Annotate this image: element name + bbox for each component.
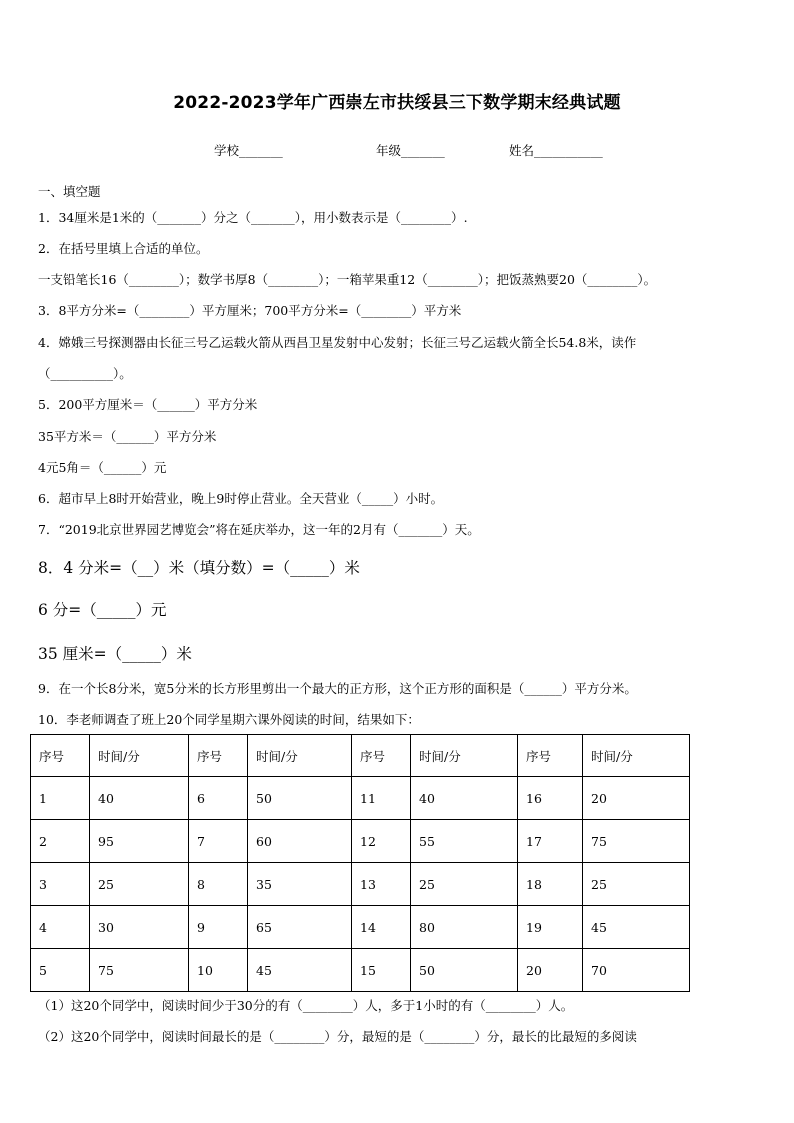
table-cell: 13	[352, 863, 411, 906]
table-header-cell: 时间/分	[583, 735, 690, 777]
table-cell: 70	[583, 949, 690, 992]
table-cell: 25	[411, 863, 518, 906]
grade-field[interactable]: 年级_______	[376, 143, 445, 158]
table-header-cell: 序号	[189, 735, 248, 777]
question-4: 4．嫦娥三号探测器由长征三号乙运载火箭从西昌卫星发射中心发射；长征三号乙运载火箭全长54.8米，读作	[38, 335, 637, 350]
table-cell: 25	[90, 863, 189, 906]
table-cell: 80	[411, 906, 518, 949]
question-5c: 4元5角＝（______）元	[38, 460, 167, 475]
table-header-cell: 序号	[518, 735, 583, 777]
question-10-part-2: （2）这20个同学中，阅读时间最长的是（________）分，最短的是（________）分，最长的比最短的多阅读	[38, 1029, 637, 1044]
table-cell: 20	[583, 777, 690, 820]
question-8a: 8．4 分米=（__）米（填分数）=（_____）米	[38, 559, 360, 577]
table-cell: 45	[248, 949, 352, 992]
table-cell: 75	[583, 820, 690, 863]
table-cell: 30	[90, 906, 189, 949]
question-8c: 35 厘米=（_____）米	[38, 645, 192, 663]
table-cell: 5	[31, 949, 90, 992]
table-cell: 7	[189, 820, 248, 863]
name-field[interactable]: 姓名___________	[509, 143, 603, 158]
table-row	[31, 863, 690, 906]
question-6: 6．超市早上8时开始营业，晚上9时停止营业。全天营业（_____）小时。	[38, 491, 444, 506]
table-cell: 12	[352, 820, 411, 863]
table-cell: 35	[248, 863, 352, 906]
table-cell: 55	[411, 820, 518, 863]
table-cell: 45	[583, 906, 690, 949]
table-cell: 19	[518, 906, 583, 949]
question-2-blanks: 一支铅笔长16（________）；数学书厚8（________）；一箱苹果重12（________）；把饭蒸熟要20（________）。	[38, 272, 657, 287]
table-header-cell: 时间/分	[248, 735, 352, 777]
table-cell: 15	[352, 949, 411, 992]
table-cell: 9	[189, 906, 248, 949]
question-5a: 5．200平方厘米＝（______）平方分米	[38, 397, 258, 412]
table-header-row	[31, 735, 690, 777]
school-field[interactable]: 学校_______	[214, 143, 283, 158]
table-cell: 65	[248, 906, 352, 949]
question-2: 2．在括号里填上合适的单位。	[38, 241, 209, 256]
table-header-cell: 序号	[31, 735, 90, 777]
table-header-cell: 序号	[352, 735, 411, 777]
table-cell: 20	[518, 949, 583, 992]
question-10-part-1: （1）这20个同学中，阅读时间少于30分的有（________）人，多于1小时的有（________）人。	[38, 998, 574, 1013]
table-cell: 25	[583, 863, 690, 906]
table-cell: 8	[189, 863, 248, 906]
table-cell: 14	[352, 906, 411, 949]
exam-title: 2022-2023学年广西崇左市扶绥县三下数学期末经典试题	[173, 93, 621, 113]
question-3: 3．8平方分米=（________）平方厘米；700平方分米=（________）平方米	[38, 303, 462, 318]
table-row	[31, 777, 690, 820]
section-heading: 一、填空题	[38, 184, 101, 199]
table-cell: 3	[31, 863, 90, 906]
table-cell: 75	[90, 949, 189, 992]
table-header-cell: 时间/分	[411, 735, 518, 777]
table-cell: 11	[352, 777, 411, 820]
reading-time-table	[30, 734, 690, 992]
question-7: 7．“2019北京世界园艺博览会”将在延庆举办，这一年的2月有（_______）天。	[38, 522, 480, 537]
question-10: 10．李老师调查了班上20个同学星期六课外阅读的时间，结果如下：	[38, 712, 420, 727]
table-row	[31, 949, 690, 992]
question-1: 1．34厘米是1米的（_______）分之（_______），用小数表示是（________）.	[38, 210, 468, 225]
table-cell: 60	[248, 820, 352, 863]
table-cell: 40	[90, 777, 189, 820]
question-5b: 35平方米＝（______）平方分米	[38, 429, 217, 444]
question-9: 9．在一个长8分米，宽5分米的长方形里剪出一个最大的正方形，这个正方形的面积是（______）平方分米。	[38, 681, 637, 696]
table-cell: 50	[248, 777, 352, 820]
table-cell: 17	[518, 820, 583, 863]
table-cell: 18	[518, 863, 583, 906]
table-cell: 50	[411, 949, 518, 992]
table-cell: 2	[31, 820, 90, 863]
question-8b: 6 分=（_____）元	[38, 601, 167, 619]
table-row	[31, 820, 690, 863]
table-cell: 10	[189, 949, 248, 992]
table-cell: 40	[411, 777, 518, 820]
table-cell: 4	[31, 906, 90, 949]
question-4-continued: （__________）。	[38, 366, 132, 381]
table-cell: 1	[31, 777, 90, 820]
table-row	[31, 906, 690, 949]
table-cell: 6	[189, 777, 248, 820]
table-cell: 16	[518, 777, 583, 820]
table-header-cell: 时间/分	[90, 735, 189, 777]
table-cell: 95	[90, 820, 189, 863]
